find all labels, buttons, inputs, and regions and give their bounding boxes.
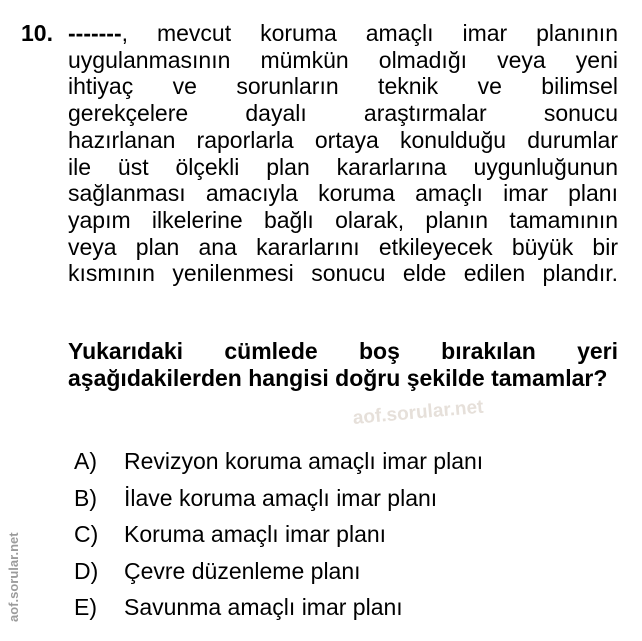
stem-line: uygulanmasının mümkün olmadığı veya yeni: [68, 46, 618, 73]
option-letter: A): [74, 448, 97, 474]
option-text: Koruma amaçlı imar planı: [124, 521, 387, 547]
watermark-side: aof.sorular.net: [6, 532, 21, 622]
stem-line: ile üst ölçekli plan kararlarına uygunluğunun: [68, 153, 618, 180]
question-number: 10.: [21, 20, 53, 46]
stem-line: yapım ilkelerine bağlı olarak, planın tamamının: [68, 206, 618, 233]
option-letter: D): [74, 557, 99, 584]
stem-line: hazırlanan raporlarla ortaya konulduğu durumlar: [68, 126, 618, 153]
option-text: Revizyon koruma amaçlı imar planı: [124, 448, 484, 474]
option-b[interactable]: [74, 483, 483, 520]
blank-marker: -------: [68, 20, 122, 46]
stem-line: -------, mevcut koruma amaçlı imar planının: [68, 20, 618, 46]
option-a[interactable]: [74, 446, 483, 483]
answer-options: [74, 446, 483, 629]
stem-line: gerekçelere dayalı araştırmalar sonucu: [68, 100, 618, 127]
stem-line: sağlanması amacıyla koruma amaçlı imar planı: [68, 180, 618, 207]
option-text: Savunma amaçlı imar planı: [124, 594, 403, 620]
option-text: İlave koruma amaçlı imar planı: [124, 484, 438, 511]
stem-line: kısmının yenilenmesi sonucu elde edilen plandır.: [68, 260, 618, 287]
stem-line: ihtiyaç ve sorunların teknik ve bilimsel: [68, 73, 618, 100]
option-c[interactable]: [74, 519, 483, 556]
option-d[interactable]: [74, 556, 483, 593]
option-e[interactable]: [74, 592, 483, 629]
option-letter: B): [74, 484, 97, 511]
stem-line: veya plan ana kararlarını etkileyecek büyük bir: [68, 233, 618, 260]
watermark-center: aof.sorular.net: [352, 396, 485, 429]
question-prompt: Yukarıdaki cümlede boş bırakılan yeri aşağıdakilerden hangisi doğru şekilde tamamlar?: [68, 338, 618, 391]
option-letter: E): [74, 594, 97, 620]
option-text: Çevre düzenleme planı: [124, 557, 361, 584]
option-letter: C): [74, 521, 99, 547]
question-stem: [68, 20, 618, 287]
